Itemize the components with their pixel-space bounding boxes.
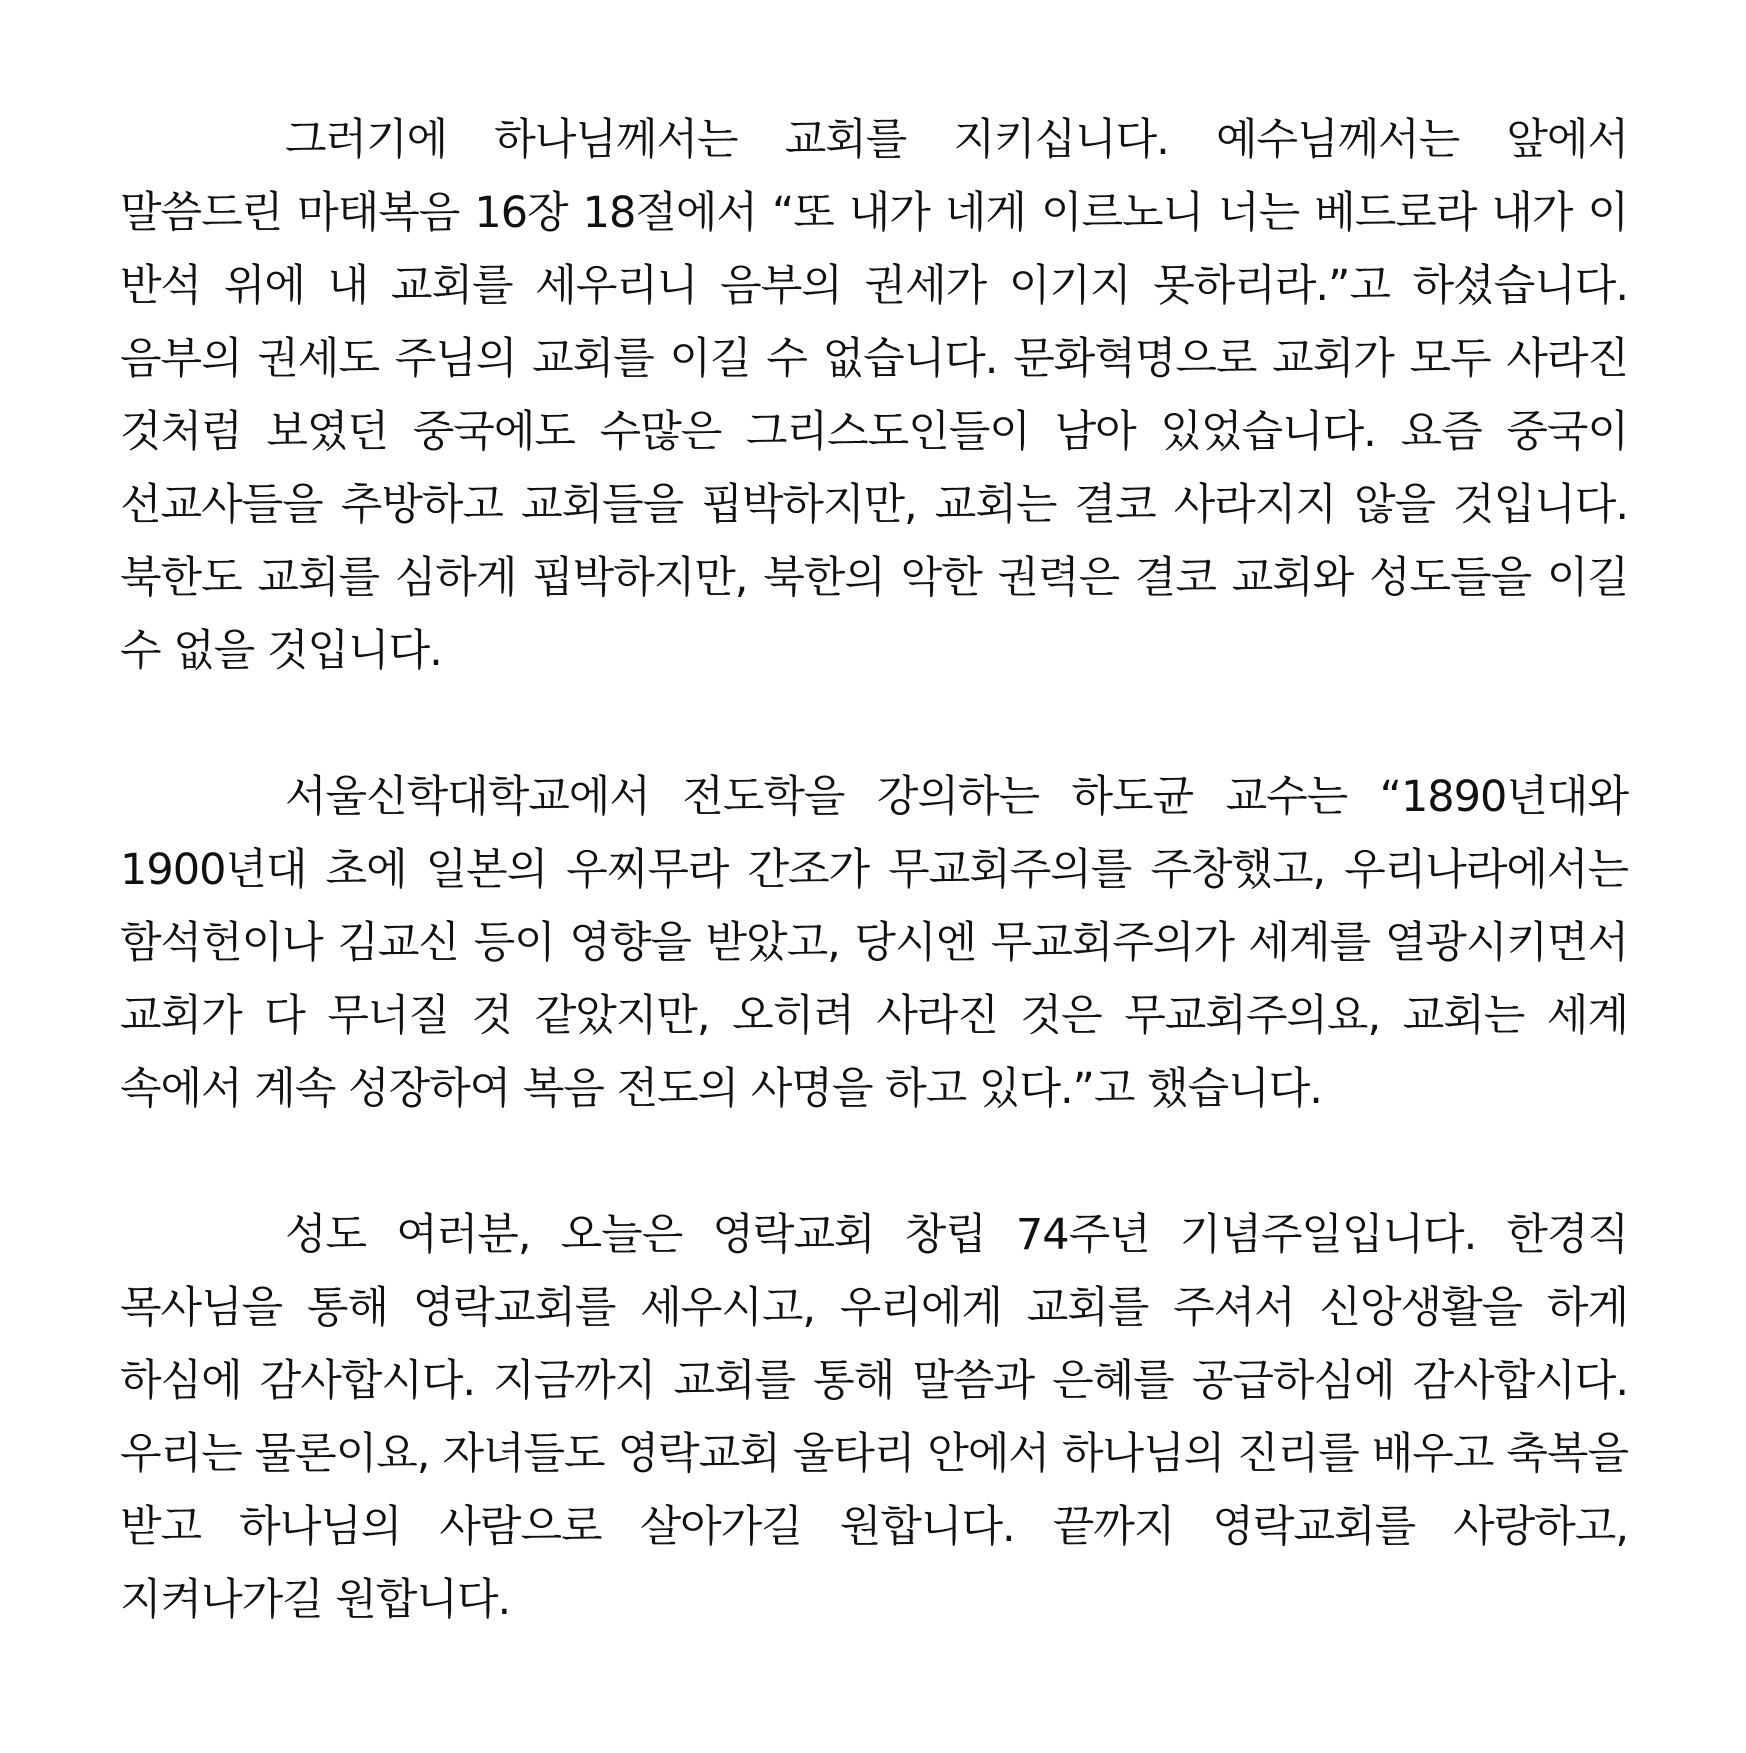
document-body bbox=[120, 104, 1628, 1637]
paragraph-2: 서울신학대학교에서 전도학을 강의하는 하도균 교수는 “1890년대와 1900년대 초에 일본의 우찌무라 간조가 무교회주의를 주창했고, 우리나라에서는 함석헌이나 김교신 등이 영향을 받았고, 당시엔 무교회주의가 세계를 열광시키면서 교회가 다 무너질 것 같았지만, 오히려 사라진 것은 무교회주의요, 교회는 세계 속에서 계속 성장하여 복음 전도의 사명을 하고 있다.”고 했습니다. bbox=[120, 772, 1628, 1114]
paragraph-3: 성도 여러분, 오늘은 영락교회 창립 74주년 기념주일입니다. 한경직 목사님을 통해 영락교회를 세우시고, 우리에게 교회를 주셔서 신앙생활을 하게 하심에 감사합시다. 지금까지 교회를 통해 말씀과 은혜를 공급하심에 감사합시다. 우리는 물론이요, 자녀들도 영락교회 울타리 안에서 하나님의 진리를 배우고 축복을 받고 하나님의 사람으로 살아가길 원합니다. 끝까지 영락교회를 사랑하고, 지켜나가길 원합니다. bbox=[120, 1210, 1628, 1625]
paragraph-1: 그러기에 하나님께서는 교회를 지키십니다. 예수님께서는 앞에서 말씀드린 마태복음 16장 18절에서 “또 내가 네게 이르노니 너는 베드로라 내가 이 반석 위에 내 교회를 세우리니 음부의 권세가 이기지 못하리라.”고 하셨습니다. 음부의 권세도 주님의 교회를 이길 수 없습니다. 문화혁명으로 교회가 모두 사라진 것처럼 보였던 중국에도 수많은 그리스도인들이 남아 있었습니다. 요즘 중국이 선교사들을 추방하고 교회들을 핍박하지만, 교회는 결코 사라지지 않을 것입니다. 북한도 교회를 심하게 핍박하지만, 북한의 악한 권력은 결코 교회와 성도들을 이길 수 없을 것입니다. bbox=[120, 115, 1628, 676]
